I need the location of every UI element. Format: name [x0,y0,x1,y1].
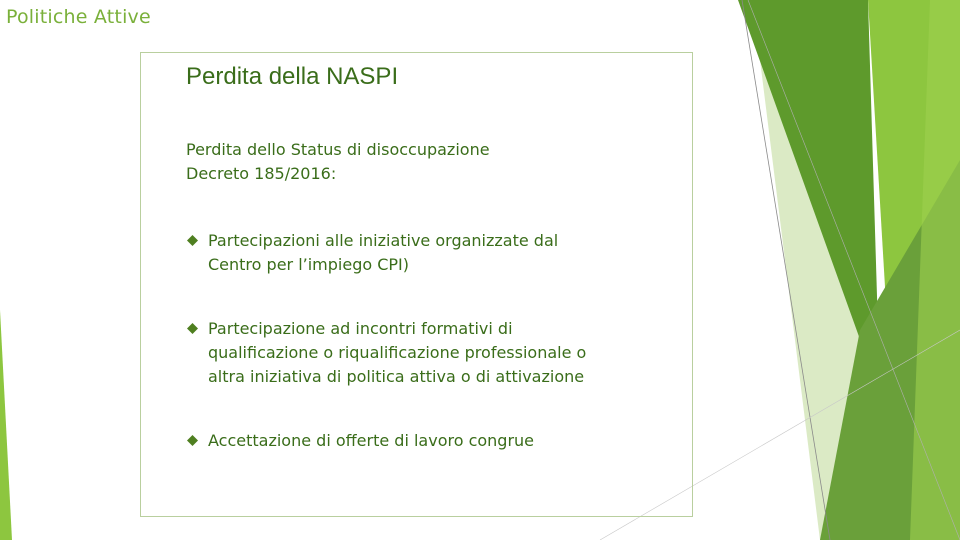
bullet-line: Partecipazioni alle iniziative organizzate dal [208,231,559,250]
bullet-line: altra iniziativa di politica attiva o di attivazione [208,367,585,386]
bullet-line: Accettazione di offerte di lavoro congrue [208,431,535,450]
bullet-line: Partecipazione ad incontri formativi di [208,319,513,338]
content-box [140,52,693,517]
slide-title: Perdita della NASPI [186,63,399,90]
bullet-line: Centro per l’impiego CPI) [208,255,410,274]
bullet-line: qualificazione o riqualificazione professionale o [208,343,587,362]
header-title: Politiche Attive [6,6,151,28]
bullet-item [186,317,686,389]
intro-line: Decreto 185/2016: [186,164,337,183]
bullet-list [186,229,686,493]
intro-text [186,138,490,186]
bullet-item [186,429,686,453]
diamond-bullet-icon [187,323,198,334]
bullet-item [186,229,686,277]
intro-line: Perdita dello Status di disoccupazione [186,140,490,159]
diamond-bullet-icon [187,235,198,246]
left-accent-strip [0,310,12,540]
diamond-bullet-icon [187,435,198,446]
